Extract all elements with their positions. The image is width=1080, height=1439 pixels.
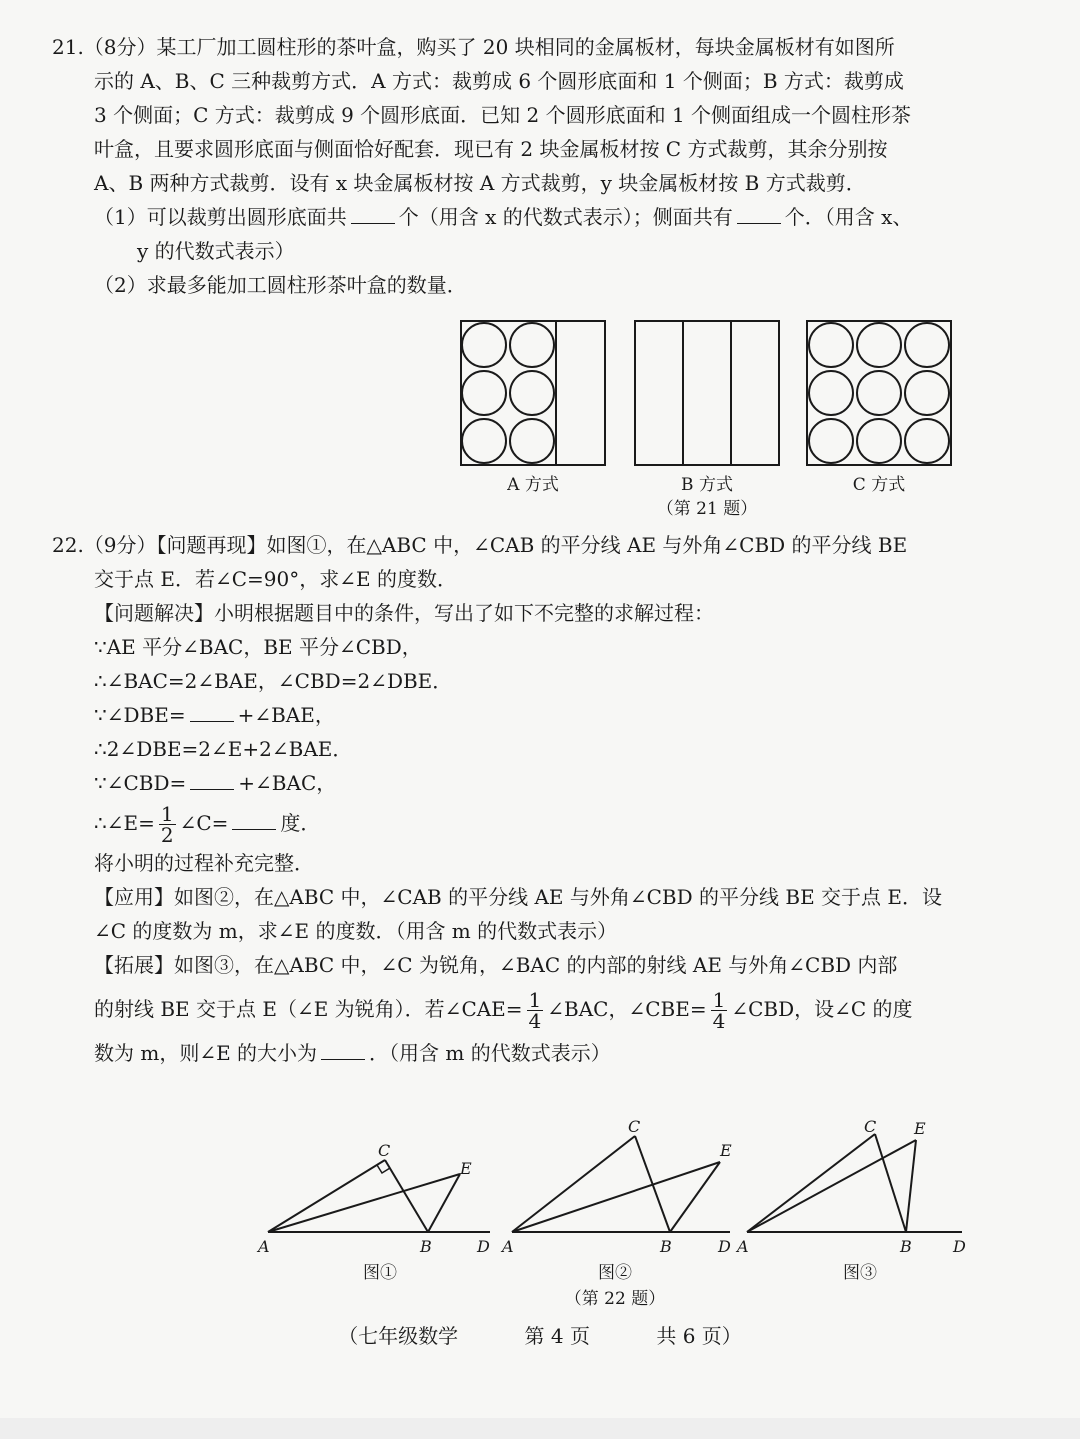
triangle-figure-1 <box>268 1160 490 1232</box>
q22-ext2-a: 的射线 BE 交于点 E（∠E 为锐角）．若∠CAE= <box>94 997 523 1021</box>
answer-blank-extension[interactable] <box>321 1039 365 1060</box>
caption-fig1: 图① <box>363 1263 397 1283</box>
bottom-strip <box>0 1418 1080 1439</box>
q22-step6 <box>52 800 1052 846</box>
footer-page: 第 4 页 <box>524 1324 590 1348</box>
q22-step3 <box>52 698 1052 732</box>
q22-step6-b: ∠C= <box>179 811 229 835</box>
q22-step3-a: ∵∠DBE= <box>94 703 186 727</box>
answer-blank-step5[interactable] <box>190 769 234 790</box>
point-a-3: A <box>737 1237 749 1256</box>
footer-subject: （七年级数学 <box>338 1324 459 1348</box>
q22-complete: 将小明的过程补充完整． <box>94 851 314 875</box>
point-b-2: B <box>660 1237 672 1256</box>
q21-sub2: （2）求最多能加工圆柱形茶叶盒的数量． <box>94 273 467 297</box>
question-22 <box>52 528 1052 1070</box>
q21-sub1-text-b: 个（用含 x 的代数式表示）；侧面共有 <box>398 205 733 229</box>
fraction-half <box>159 804 176 845</box>
q22-ext3 <box>52 1036 1052 1070</box>
point-d-3: D <box>953 1237 966 1256</box>
q22-step5 <box>52 766 1052 800</box>
point-e-1: E <box>460 1159 472 1178</box>
fraction-quarter-2-denominator: 4 <box>712 1009 726 1033</box>
q22-step2: ∴∠BAC=2∠BAE，∠CBD=2∠DBE． <box>94 669 453 693</box>
q22-step6-c: 度． <box>280 811 321 835</box>
caption-fig3: 图③ <box>843 1263 877 1283</box>
q22-line1: 22.（9分）【问题再现】如图①，在△ABC 中，∠CAB 的平分线 AE 与外角∠CBD 的平分线 BE <box>52 533 908 557</box>
fraction-quarter-1 <box>527 990 544 1031</box>
point-c-1: C <box>378 1141 391 1160</box>
answer-blank-sides[interactable] <box>737 203 781 224</box>
figure-21 <box>450 312 970 522</box>
figure-22-caption: （第 22 题） <box>564 1289 666 1309</box>
sheet-a <box>461 321 605 465</box>
point-c-3: C <box>864 1117 877 1136</box>
point-e-3: E <box>914 1119 926 1138</box>
q21-line5: A、B 两种方式裁剪．设有 x 块金属板材按 A 方式裁剪，y 块金属板材按 B 方式裁剪． <box>94 171 866 195</box>
point-a-1: A <box>258 1237 270 1256</box>
answer-blank-step3[interactable] <box>190 701 234 722</box>
q22-apply1: 【应用】如图②，在△ABC 中，∠CAB 的平分线 AE 与外角∠CBD 的平分线 BE 交于点 E．设 <box>94 885 942 909</box>
figure-22 <box>250 1112 980 1312</box>
label-method-b: B 方式 <box>681 475 733 495</box>
answer-blank-step6[interactable] <box>232 809 276 830</box>
point-b-3: B <box>900 1237 912 1256</box>
q21-line1: 21.（8分）某工厂加工圆柱形的茶叶盒，购买了 20 块相同的金属板材，每块金属板材有如图所 <box>52 35 895 59</box>
q22-step4: ∴2∠DBE=2∠E+2∠BAE． <box>94 737 353 761</box>
q22-step5-a: ∵∠CBD= <box>94 771 187 795</box>
label-method-c: C 方式 <box>852 475 906 495</box>
q22-step3-b: +∠BAE， <box>237 703 335 727</box>
question-21 <box>52 30 1052 302</box>
caption-fig2: 图② <box>598 1263 632 1283</box>
triangle-figure-2 <box>512 1136 730 1232</box>
q22-ext2 <box>52 982 1052 1036</box>
q22-line3: 【问题解决】小明根据题目中的条件，写出了如下不完整的求解过程： <box>94 601 714 625</box>
q22-ext2-c: ∠CBD，设∠C 的度 <box>731 997 913 1021</box>
q22-step1: ∵AE 平分∠BAC，BE 平分∠CBD， <box>94 635 422 659</box>
footer-total: 共 6 页） <box>656 1324 742 1348</box>
point-d-2: D <box>718 1237 731 1256</box>
q22-ext1: 【拓展】如图③，在△ABC 中，∠C 为锐角，∠BAC 的内部的射线 AE 与外角∠CBD 内部 <box>94 953 898 977</box>
q22-ext3-b: ．（用含 m 的代数式表示） <box>369 1041 611 1065</box>
sheet-b <box>635 321 779 465</box>
q22-step6-a: ∴∠E= <box>94 811 155 835</box>
point-b-1: B <box>420 1237 432 1256</box>
fraction-quarter-2 <box>711 990 728 1031</box>
q21-line2: 示的 A、B、C 三种裁剪方式．A 方式：裁剪成 6 个圆形底面和 1 个侧面；B 方式：裁剪成 <box>94 69 904 93</box>
point-a-2: A <box>502 1237 514 1256</box>
q21-sub1-cont: y 的代数式表示） <box>137 239 295 263</box>
point-e-2: E <box>720 1141 732 1160</box>
fraction-quarter-1-denominator: 4 <box>528 1009 542 1033</box>
fraction-half-denominator: 2 <box>160 823 174 847</box>
point-c-2: C <box>628 1117 641 1136</box>
q22-line2: 交于点 E．若∠C=90°，求∠E 的度数． <box>94 567 457 591</box>
label-method-a: A 方式 <box>507 475 559 495</box>
fraction-half-numerator: 1 <box>160 802 174 826</box>
q21-sub1-text-c: 个．（用含 x、 <box>784 205 913 229</box>
figure-21-caption: （第 21 题） <box>656 499 758 519</box>
q21-line4: 叶盒，且要求圆形底面与侧面恰好配套．现已有 2 块金属板材按 C 方式裁剪，其余分别按 <box>94 137 888 161</box>
q21-sub1-text-a: （1）可以裁剪出圆形底面共 <box>94 205 347 229</box>
triangle-figure-3 <box>747 1134 962 1232</box>
q22-ext3-a: 数为 m，则∠E 的大小为 <box>94 1041 318 1065</box>
answer-blank-circles[interactable] <box>351 203 395 224</box>
q22-ext2-b: ∠BAC，∠CBE= <box>547 997 707 1021</box>
q22-step5-b: +∠BAC， <box>238 771 337 795</box>
q21-sub1 <box>52 200 1052 234</box>
point-d-1: D <box>477 1237 490 1256</box>
q21-line3: 3 个侧面；C 方式：裁剪成 9 个圆形底面．已知 2 个圆形底面和 1 个侧面组成一个圆柱形茶 <box>94 103 912 127</box>
q22-apply2: ∠C 的度数为 m，求∠E 的度数．（用含 m 的代数式表示） <box>94 919 618 943</box>
fraction-quarter-1-numerator: 1 <box>528 988 542 1012</box>
sheet-c <box>807 321 951 465</box>
page-footer <box>0 1320 1080 1349</box>
fraction-quarter-2-numerator: 1 <box>712 988 726 1012</box>
